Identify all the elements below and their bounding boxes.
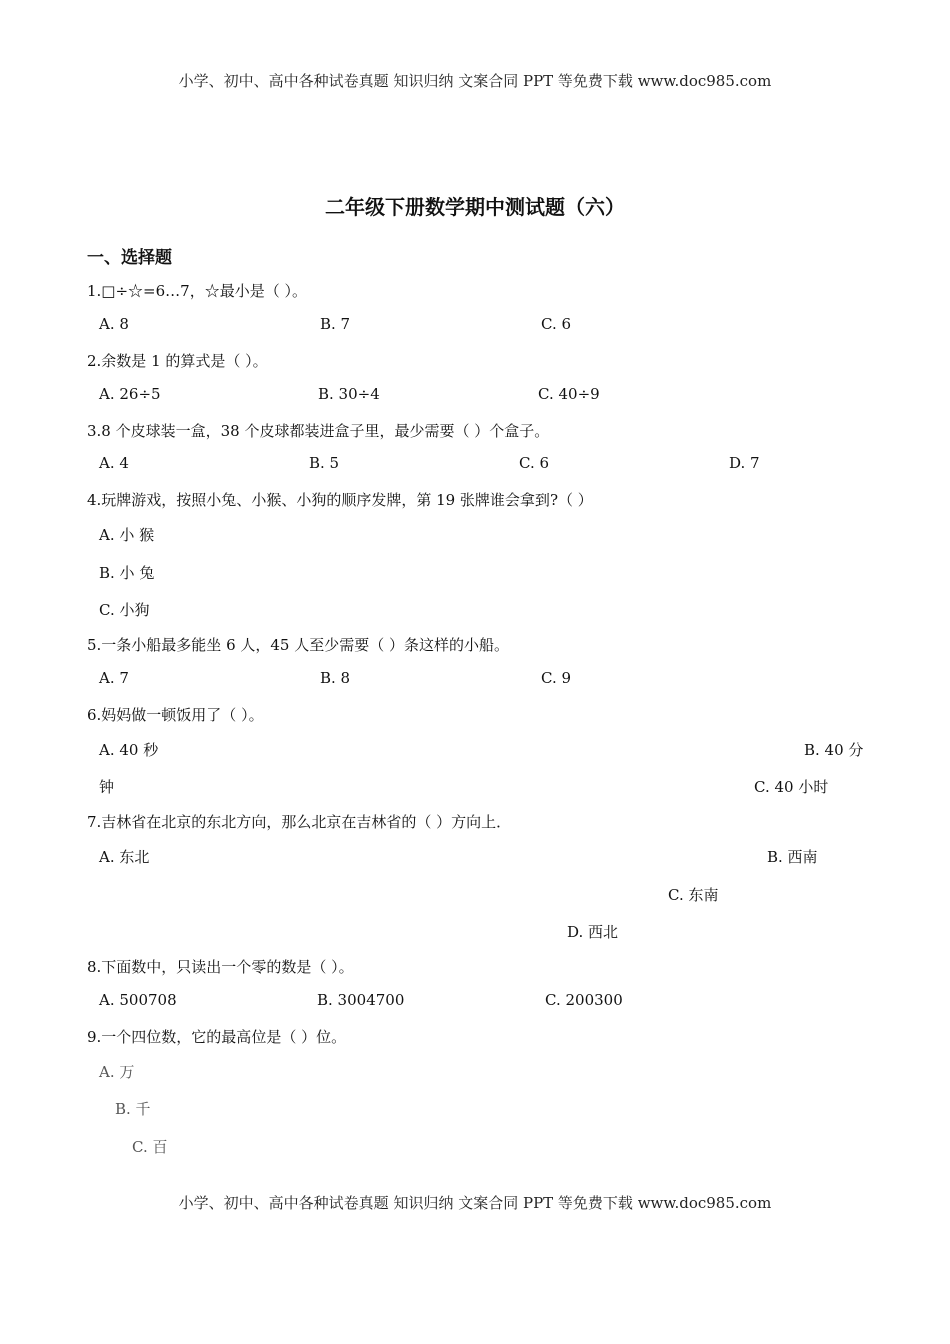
q5-option-c: C. 9 xyxy=(541,669,572,687)
q8-option-c: C. 200300 xyxy=(545,991,623,1009)
q8-option-b: B. 3004700 xyxy=(317,991,405,1009)
q3-option-b: B. 5 xyxy=(309,454,340,472)
q9-option-a: A. 万 xyxy=(99,1063,135,1081)
question-2: 2.余数是 1 的算式是（ ）。 xyxy=(87,352,268,370)
q2-option-b: B. 30÷4 xyxy=(318,385,380,403)
section-heading: 一、选择题 xyxy=(87,248,172,268)
q4-option-b: B. 小 兔 xyxy=(99,564,155,582)
question-3: 3.8 个皮球装一盒，38 个皮球都装进盒子里，最少需要（ ）个盒子。 xyxy=(87,422,550,440)
q3-option-d: D. 7 xyxy=(729,454,760,472)
q2-option-c: C. 40÷9 xyxy=(538,385,600,403)
question-8: 8.下面数中，只读出一个零的数是（ ）。 xyxy=(87,958,354,976)
question-5: 5.一条小船最多能坐 6 人，45 人至少需要（ ）条这样的小船。 xyxy=(87,636,510,654)
question-1: 1.□÷☆=6…7，☆最小是（ ）。 xyxy=(87,282,307,300)
page-header: 小学、初中、高中各种试卷真题 知识归纳 文案合同 PPT 等免费下载 www.doc985.com xyxy=(178,72,772,90)
q4-option-c: C. 小狗 xyxy=(99,601,150,619)
page-title: 二年级下册数学期中测试题（六） xyxy=(325,195,625,219)
q7-option-a: A. 东北 xyxy=(99,848,150,866)
q6-option-c: C. 40 小时 xyxy=(754,778,829,796)
question-9: 9.一个四位数，它的最高位是（ ）位。 xyxy=(87,1028,347,1046)
q7-option-b: B. 西南 xyxy=(767,848,818,866)
q8-option-a: A. 500708 xyxy=(99,991,177,1009)
q1-option-c: C. 6 xyxy=(541,315,572,333)
q9-option-b: B. 千 xyxy=(115,1100,151,1118)
q6-option-a: A. 40 秒 xyxy=(99,741,159,759)
page-footer: 小学、初中、高中各种试卷真题 知识归纳 文案合同 PPT 等免费下载 www.doc985.com xyxy=(178,1194,772,1212)
q7-option-d: D. 西北 xyxy=(567,923,619,941)
q1-option-a: A. 8 xyxy=(99,315,129,333)
q7-option-c: C. 东南 xyxy=(668,886,719,904)
q3-option-a: A. 4 xyxy=(99,454,129,472)
q2-option-a: A. 26÷5 xyxy=(99,385,161,403)
q9-option-c: C. 百 xyxy=(132,1138,168,1156)
q5-option-b: B. 8 xyxy=(320,669,351,687)
q1-option-b: B. 7 xyxy=(320,315,351,333)
question-6: 6.妈妈做一顿饭用了（ ）。 xyxy=(87,706,264,724)
q5-option-a: A. 7 xyxy=(99,669,129,687)
question-4: 4.玩牌游戏，按照小兔、小猴、小狗的顺序发牌，第 19 张牌谁会拿到?（ ） xyxy=(87,491,593,509)
q6-option-b: B. 40 分 xyxy=(804,741,864,759)
question-7: 7.吉林省在北京的东北方向，那么北京在吉林省的（ ）方向上． xyxy=(87,813,512,831)
q3-option-c: C. 6 xyxy=(519,454,550,472)
q6-option-b-wrap: 钟 xyxy=(99,778,115,796)
q4-option-a: A. 小 猴 xyxy=(99,526,155,544)
